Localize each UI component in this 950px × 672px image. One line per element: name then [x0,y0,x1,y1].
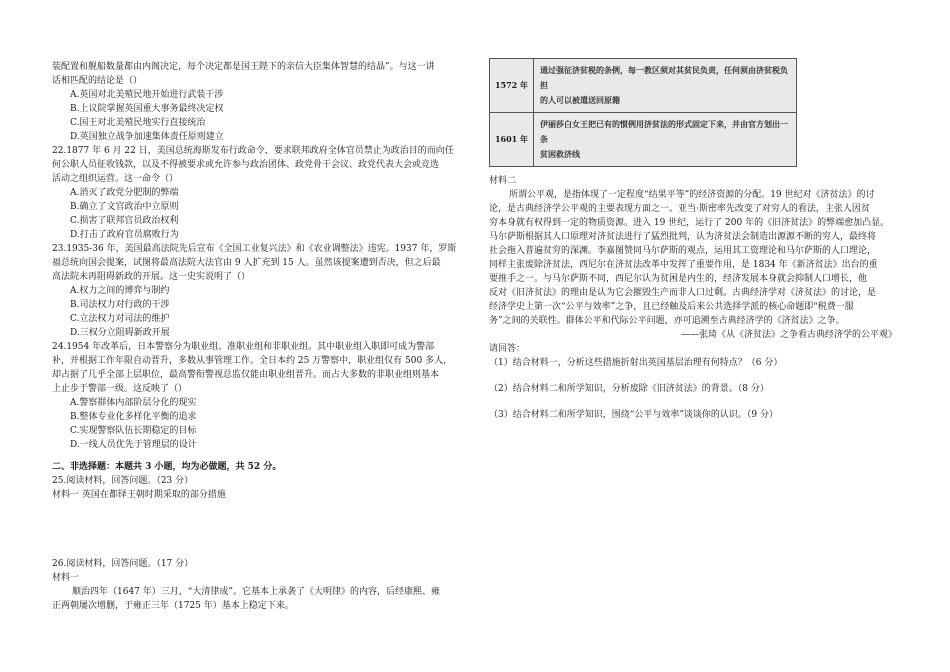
table-text-line: 通过强征济贫税的条例，每一教区须对其贫民负责，任何须由济贫税负担 [540,65,788,90]
q22-option-a[interactable]: A.消灭了政党分肥制的弊端 [70,188,179,198]
material2-line: 同样主张废除济贫法，西尼尔在济贫法改革中发挥了重要作用，是 1834 年《新济贫法》出台的重 [489,260,878,270]
q22-option-b[interactable]: B.确立了文官政治中立原则 [70,202,179,212]
material2-line: 马尔萨斯根据其人口原理对济贫法进行了猛烈批判，认为济贫法会制造出源源不断的穷人，最终将 [489,232,877,242]
material2-line: 论，是古典经济学公平观的主要表现方面之一。亚当·斯密率先改变了对穷人的看法，主张人因贫 [489,204,870,214]
q24-stem-line: 补，并根据工作年限自动晋升，多数从事管理工作。全日本约 25 万警察中，职业组仅有 500 多人， [52,356,453,366]
q23-stem-line: 高法院未再阻碍新政的开展。这一史实说明了（） [52,272,251,282]
q24-stem-line: 上止步于警部一级。这反映了（） [52,384,188,394]
section-title: 二、非选择题：本题共 3 小题，均为必做题，共 52 分。 [52,462,282,472]
q22-option-c[interactable]: C.损害了联邦官员政治权利 [70,216,179,226]
table-year-cell: 1572 年 [490,59,534,113]
q26-material1-line: 顺治四年（1647 年）三月，“大清律成”。它基本上承袭了《大明律》的内容，后经康熙、雍 [72,587,440,597]
citation: ——张琦《从《济贫法》之争看古典经济学的公平观》 [680,330,897,340]
q23-option-c[interactable]: C.立法权力对司法的维护 [70,314,170,324]
ask-label: 请回答： [489,344,526,354]
table-year-cell: 1601 年 [490,113,534,167]
table-text-cell [534,59,797,113]
table-row [490,59,797,113]
question-2: （2）结合材料二和所学知识，分析废除《旧济贫法》的背景。（8 分） [489,384,769,394]
q23-stem-line: 福总统向国会提案，试图将最高法院大法官由 9 人扩充到 15 人。虽然该提案遭到否决，但之后最 [52,258,441,268]
q24-option-d[interactable]: D.一线人员优先于管理层的设计 [70,440,197,450]
q22-stem-line: 活动之组织运营。这一命令（） [52,174,179,184]
q26-material1-label: 材料一 [52,573,80,583]
q24-option-b[interactable]: B.整体专业化多样化平衡的追求 [70,412,197,422]
material2-line: 要推手之一。与马尔萨斯不同，西尼尔认为贫困是内生的，经济发展本身就会抑制人口增长，他 [489,274,868,284]
q21-stem-line: 话相匹配的结论是（） [52,76,143,86]
q24-option-c[interactable]: C.实现警察队伍长期稳定的目标 [70,426,197,436]
q26-title: 26.阅读材料，回答问题。（17 分） [52,559,194,569]
table-text-line: 伊丽莎白女王把已有的惯例用济贫法的形式固定下来，并由官方划出一条 [540,119,788,144]
q23-option-b[interactable]: B.司法权力对行政的干涉 [70,300,170,310]
q25-material1-label: 材料一 英国在都铎王朝时期采取的部分措施 [52,490,226,500]
table-text-line: 的人可以被遣送回原籍 [540,95,620,105]
question-3: （3）结合材料二和所学知识，围绕“公平与效率”谈谈你的认识。（9 分） [489,410,779,420]
material2-line: 社会拖入普遍贫穷的深渊。李嘉图赞同马尔萨斯的观点，运用其工资理论和马尔萨斯的人口理论， [489,246,877,256]
material2-line: 务”之间的关联性。群体公平和代际公平问题，亦可追溯至古典经济学的《济贫法》之争。 [489,316,845,326]
q23-option-a[interactable]: A.权力之间的博弈与制约 [70,286,170,296]
table-text-cell [534,113,797,167]
q21-stem-line: 装配置和舰船数量都由内阁决定，每个决定都是国王陛下的亲信大臣集体智慧的结晶”。与这一讲 [52,62,435,72]
right-column [489,174,901,422]
q24-option-a[interactable]: A.警察群体内部阶层分化的现实 [70,398,197,408]
q21-option-a[interactable]: A.英国对北美殖民地开始进行武装干涉 [70,90,224,100]
material2-line: 经济学史上第一次“公平与效率”之争，且已经触及后来公共选择学派的核心命题即“税费一服 [489,302,854,312]
q25-title: 25.阅读材料，回答问题。（23 分） [52,476,194,486]
q23-option-d[interactable]: D.三权分立阻碍新政开展 [70,328,170,338]
q21-option-b[interactable]: B.上议院掌握英国重大事务最终决定权 [70,104,224,114]
material2-line: 穷本身就有权得到一定的物质资源。进入 19 世纪，运行了 200 年的《旧济贫法》的弊端愈加凸显。 [489,218,890,228]
q24-stem-line: 却占据了几乎全部上层职位，最高警衔警视总监仅能由职业组晋升。而占大多数的非职业组则基本 [52,370,440,380]
q22-stem-line: 22.1877 年 6 月 22 日，美国总统海斯发布行政命令，要求联邦政府全体官员禁止为政治目的而向任 [52,146,454,156]
table-row [490,113,797,167]
q23-stem-line: 23.1935-36 年，美国最高法院先后宣布《全国工业复兴法》和《农业调整法》违宪。1937 年，罗斯 [52,244,457,254]
q26-block [52,557,470,613]
q21-option-d[interactable]: D.英国独立战争加速集体责任原则建立 [70,132,224,142]
material2-line: 所谓公平观，是指体现了一定程度“结果平等”的经济资源的分配。19 世纪对《济贫法》的讨 [509,190,875,200]
q21-option-c[interactable]: C.国王对北美殖民地实行直接统治 [70,118,206,128]
question-1: （1）结合材料一，分析这些措施折射出英国基层治理有何特点？（6 分） [489,358,783,368]
q24-stem-line: 24.1954 年改革后，日本警察分为职业组、准职业组和非职业组。其中职业组入职即可成为警部 [52,342,435,352]
material2-line: 反对《旧济贫法》的理由是认为它会摧毁生产而非人口过剩。古典经济学对《济贫法》的讨论，是 [489,288,877,298]
material2-label: 材料二 [489,176,517,186]
table-text-line: 贫困救济线 [540,149,580,159]
q22-stem-line: 何公职人员征收钱款，以及不得被要求或允许参与政治团体、政党骨干会议、政党代表大会或竞选 [52,160,440,170]
q22-option-d[interactable]: D.打击了政府官员腐败行为 [70,230,179,240]
q26-material1-line: 正两朝屡次增删，于雍正三年（1725 年）基本上稳定下来。 [52,601,294,611]
measures-table [489,58,797,167]
left-column [52,60,470,502]
